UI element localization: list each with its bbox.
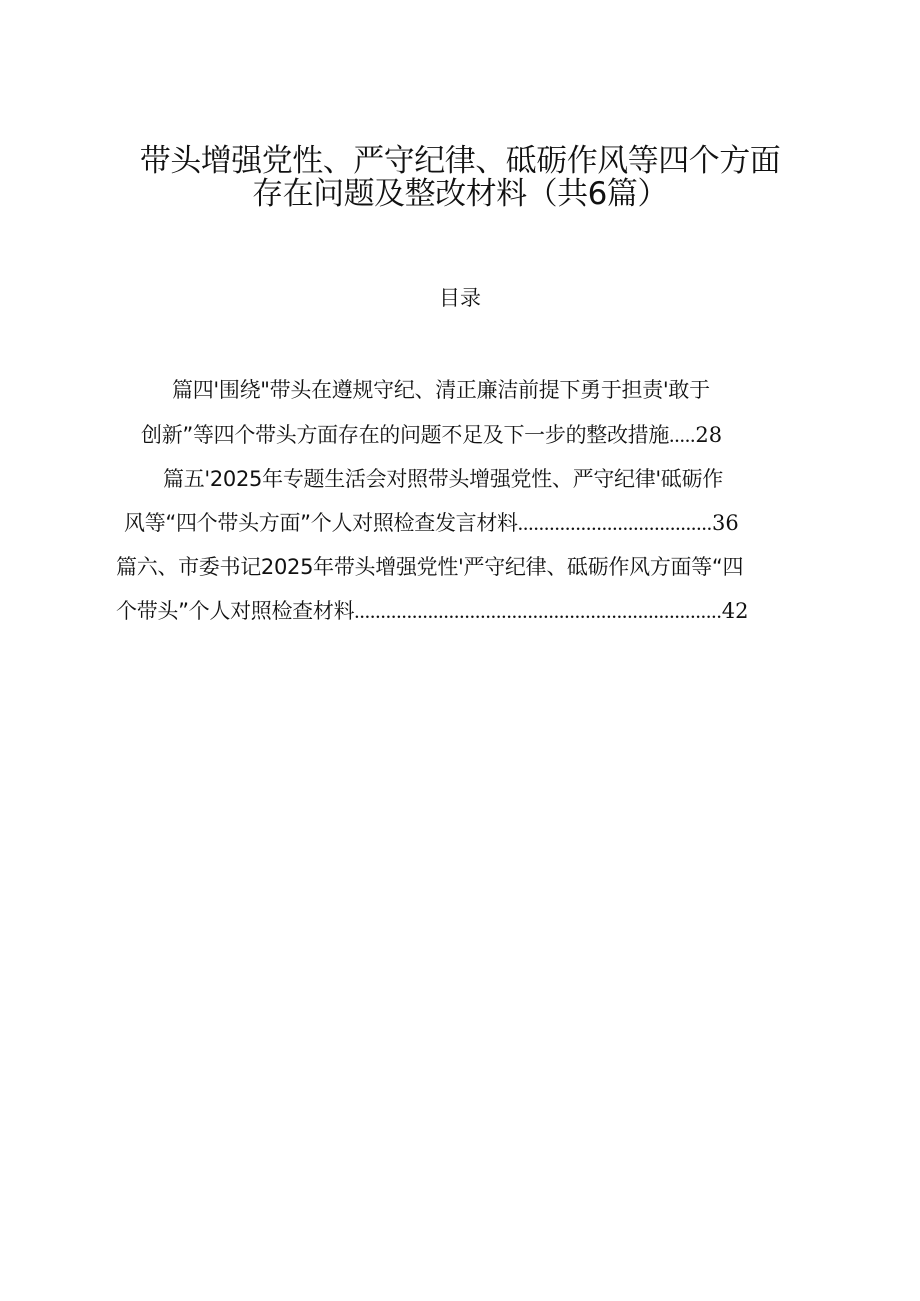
- toc-leader-dots: ......................................................................: [354, 599, 722, 623]
- toc-entry-6-text: 个带头”个人对照检查材料: [116, 599, 355, 623]
- toc-entry-4-line-2[interactable]: [141, 421, 722, 449]
- document-title-line-2: 存在问题及整改材料（共6篇）: [252, 176, 668, 212]
- document-title-line-1: 带头增强党性、严守纪律、砥砺作风等四个方面: [139, 143, 781, 179]
- toc-entry-5-line-2[interactable]: [124, 509, 739, 537]
- toc-leader-dots: .....: [669, 423, 696, 447]
- toc-heading: 目录: [439, 286, 481, 310]
- toc-entry-6-line-1[interactable]: 篇六、市委书记2025年带头增强党性'严守纪律、砥砺作风方面等“四: [116, 555, 744, 579]
- toc-entry-5-line-1[interactable]: 篇五'2025年专题生活会对照带头增强党性、严守纪律'砥砺作: [163, 467, 723, 491]
- toc-entry-6-line-2[interactable]: [116, 597, 749, 625]
- toc-leader-dots: .....................................: [517, 511, 713, 535]
- toc-entry-5-text: 风等“四个带头方面”个人对照检查发言材料: [124, 511, 518, 535]
- toc-entry-4-line-1[interactable]: 篇四'围绕"带头在遵规守纪、清正廉洁前提下勇于担责'敢于: [172, 378, 710, 402]
- toc-entry-4-text: 创新”等四个带头方面存在的问题不足及下一步的整改措施: [141, 423, 670, 447]
- toc-page-number: 28: [695, 423, 723, 447]
- toc-page-number: 42: [721, 599, 749, 623]
- toc-page-number: 36: [712, 511, 739, 535]
